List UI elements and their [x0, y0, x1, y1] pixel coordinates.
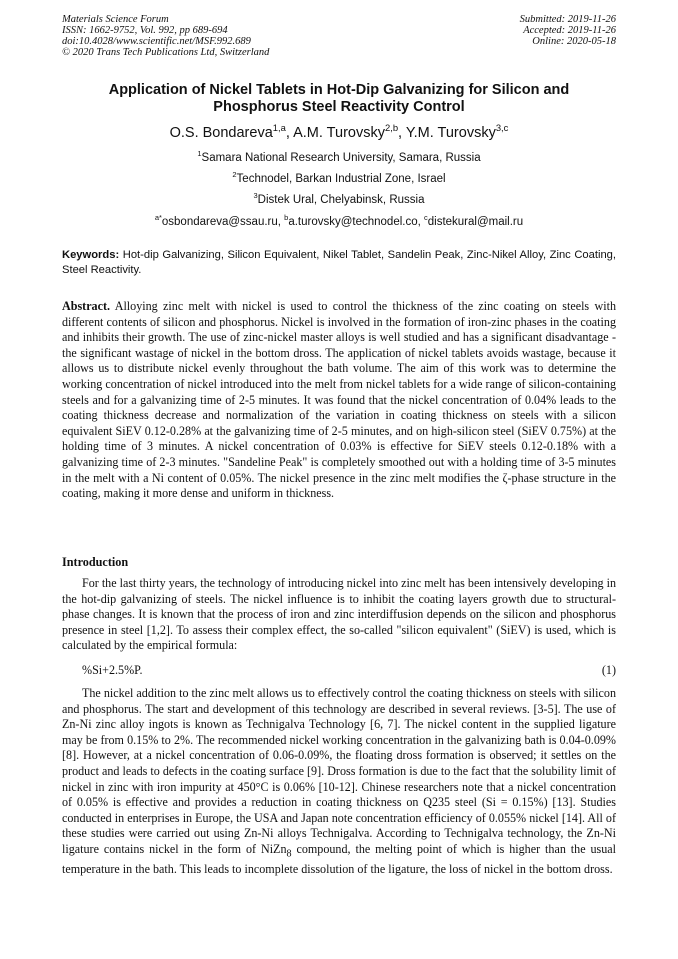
- journal-name: Materials Science Forum: [62, 14, 169, 25]
- introduction-paragraph-1: For the last thirty years, the technology of introducing nickel into zinc melt has been intensively developing in the hot-dip galvanizing of steels. The nickel influence is to inhibit the coating layers growth due to structural-phase changes. It is known that the process of iron and zinc interdiffusion depends on the silicon and phosphorus presence in steel [1,2]. To assess their complex effect, the so-called "silicon equivalent" (SiEV) is used, which is calculated by the empirical formula:: [62, 576, 617, 653]
- email-text[interactable]: a.turovsky@technodel.co,: [288, 216, 425, 228]
- abstract: [62, 299, 616, 502]
- accepted-date: Accepted: 2019-11-26: [523, 25, 616, 36]
- keywords: [62, 248, 616, 278]
- abstract-label: Abstract.: [62, 299, 111, 313]
- author-separator: ,: [285, 125, 294, 141]
- author-affiliation-mark: 3,c: [495, 122, 509, 134]
- affiliation-text: Samara National Research University, Samara, Russia: [201, 152, 481, 164]
- affiliation-text: Distek Ural, Chelyabinsk, Russia: [257, 194, 425, 206]
- author-separator: ,: [398, 125, 406, 141]
- paragraph-text: compound, the melting point of which is higher than the usual temperature in the bath. This leads to incomplete dissolution of the ligature, the loss of nickel in the bottom dross.: [62, 841, 616, 876]
- author-name: Y.M. Turovsky: [405, 125, 496, 141]
- journal-header-right: [520, 14, 616, 47]
- equation-number: (1): [601, 663, 616, 677]
- affiliation-2: [62, 172, 616, 186]
- author-affiliation-mark: 1,a: [272, 122, 286, 134]
- journal-header-left: [62, 14, 269, 58]
- paper-title-line-2: Phosphorus Steel Reactivity Control: [213, 99, 465, 115]
- paragraph-text: The nickel addition to the zinc melt allows us to effectively control the coating thickness on steels with silicon and phosphorus. The start and development of this technology are described in several reviews. [3-5]. The use of Zn-Ni zinc alloy ingots is known as Technigalva Technology [6, 7]. The nickel content in the supplied ligature may be from 0.15% to 2%. The recommended nickel working concentration in the galvanizing bath is 0.04-0.09% [8]. However, at a nickel concentration of 0.06-0.09%, the floating dross formation is observed; it settles on the product and leads to defects in the coating surface [9]. Dross formation is due to the fact that the solubility limit of nickel in zinc with iron impurity at 450°C is 0.06% [10-12]. Chinese researchers note that a nickel concentration of 0.05% is effective and provides a reduction in coating thickness on Q235 steel (Si = 0.15%) [13]. Studies conducted in enterprises in Europe, the USA and Japan note concentration efficiency of 0.055% nickel [14]. All of these studies were carried out using Zn-Ni alloys Technigalva. According to Technigalva technology, the Zn-Ni ligature contains nickel in the form of NiZn: [62, 686, 616, 856]
- email-mark: c: [424, 213, 428, 223]
- affiliation-1: [62, 151, 616, 165]
- section-heading-introduction: Introduction: [62, 555, 129, 569]
- affiliation-text: Technodel, Barkan Industrial Zone, Israel: [236, 173, 446, 185]
- journal-copyright: © 2020 Trans Tech Publications Ltd, Switzerland: [62, 47, 270, 58]
- journal-issn: ISSN: 1662-9752, Vol. 992, pp 689-694: [62, 25, 228, 36]
- email-mark: a*: [154, 213, 162, 223]
- introduction-paragraph-2: [62, 686, 616, 878]
- author-emails: [62, 215, 616, 229]
- keywords-label: Keywords:: [62, 249, 120, 261]
- subscript: 8: [286, 848, 292, 860]
- email-mark: b: [284, 213, 289, 223]
- equation-text: %Si+2.5%P.: [82, 663, 143, 677]
- author-name: O.S. Bondareva: [169, 125, 273, 141]
- author-affiliation-mark: 2,b: [384, 122, 399, 134]
- email-text[interactable]: osbondareva@ssau.ru,: [161, 216, 285, 228]
- affiliation-mark: 1: [197, 149, 202, 159]
- submitted-date: Submitted: 2019-11-26: [519, 14, 616, 25]
- affiliation-mark: 3: [253, 191, 258, 201]
- affiliation-3: [62, 193, 616, 207]
- affiliation-mark: 2: [232, 170, 237, 180]
- online-date: Online: 2020-05-18: [532, 36, 616, 47]
- paper-title: [62, 82, 616, 116]
- email-text[interactable]: distekural@mail.ru: [427, 216, 524, 228]
- journal-doi: doi:10.4028/www.scientific.net/MSF.992.689: [62, 36, 251, 47]
- author-list: [62, 124, 616, 142]
- paper-title-line-1: Application of Nickel Tablets in Hot-Dip Galvanizing for Silicon and: [108, 82, 570, 98]
- abstract-text: Alloying zinc melt with nickel is used to control the thickness of the zinc coating on steels with different contents of silicon and phosphorus. Nickel is involved in the formation of iron-zinc phases in the coating and inhibits their growth. The use of zinc-nickel master alloys is well studied and has a significant disadvantage - the significant wastage of nickel in the bottom dross. The application of nickel tablets avoids wastage, because it allows us to distribute nickel evenly throughout the bath volume. The aim of this work was to determine the working concentration of nickel introduced into the melt from nickel tablets for a wide range of silicon-containing steels and for a galvanizing time of 2-5 minutes. It was found that the nickel concentration of 0.04% leads to the coating thickness decrease and normalization of the variation in coating thickness on steels with a silicon equivalent SiEV 0.12-0.28% at the galvanizing time of 2-5 minutes, and on high-silicon steel (SiEV 0.75%) at the holding time of 3 minutes. A nickel concentration of 0.03% is effective for SiEV steels 0.12-0.18% with a galvanizing time of 2-3 minutes. "Sandeline Peak" is completely smoothed out with a holding time of 3-5 minutes in the melt with a Ni content of 0.05%. The nickel presence in the zinc melt modifies the ζ-phase structure in the coating, making it more dense and uniform in thickness.: [62, 299, 616, 501]
- keywords-text: Hot-dip Galvanizing, Silicon Equivalent, Nikel Tablet, Sandelin Peak, Zinc-Nikel Alloy, Zinc Coating, Steel Reactivity.: [62, 249, 616, 276]
- author-name: A.M. Turovsky: [293, 125, 385, 141]
- equation-1: [82, 663, 616, 678]
